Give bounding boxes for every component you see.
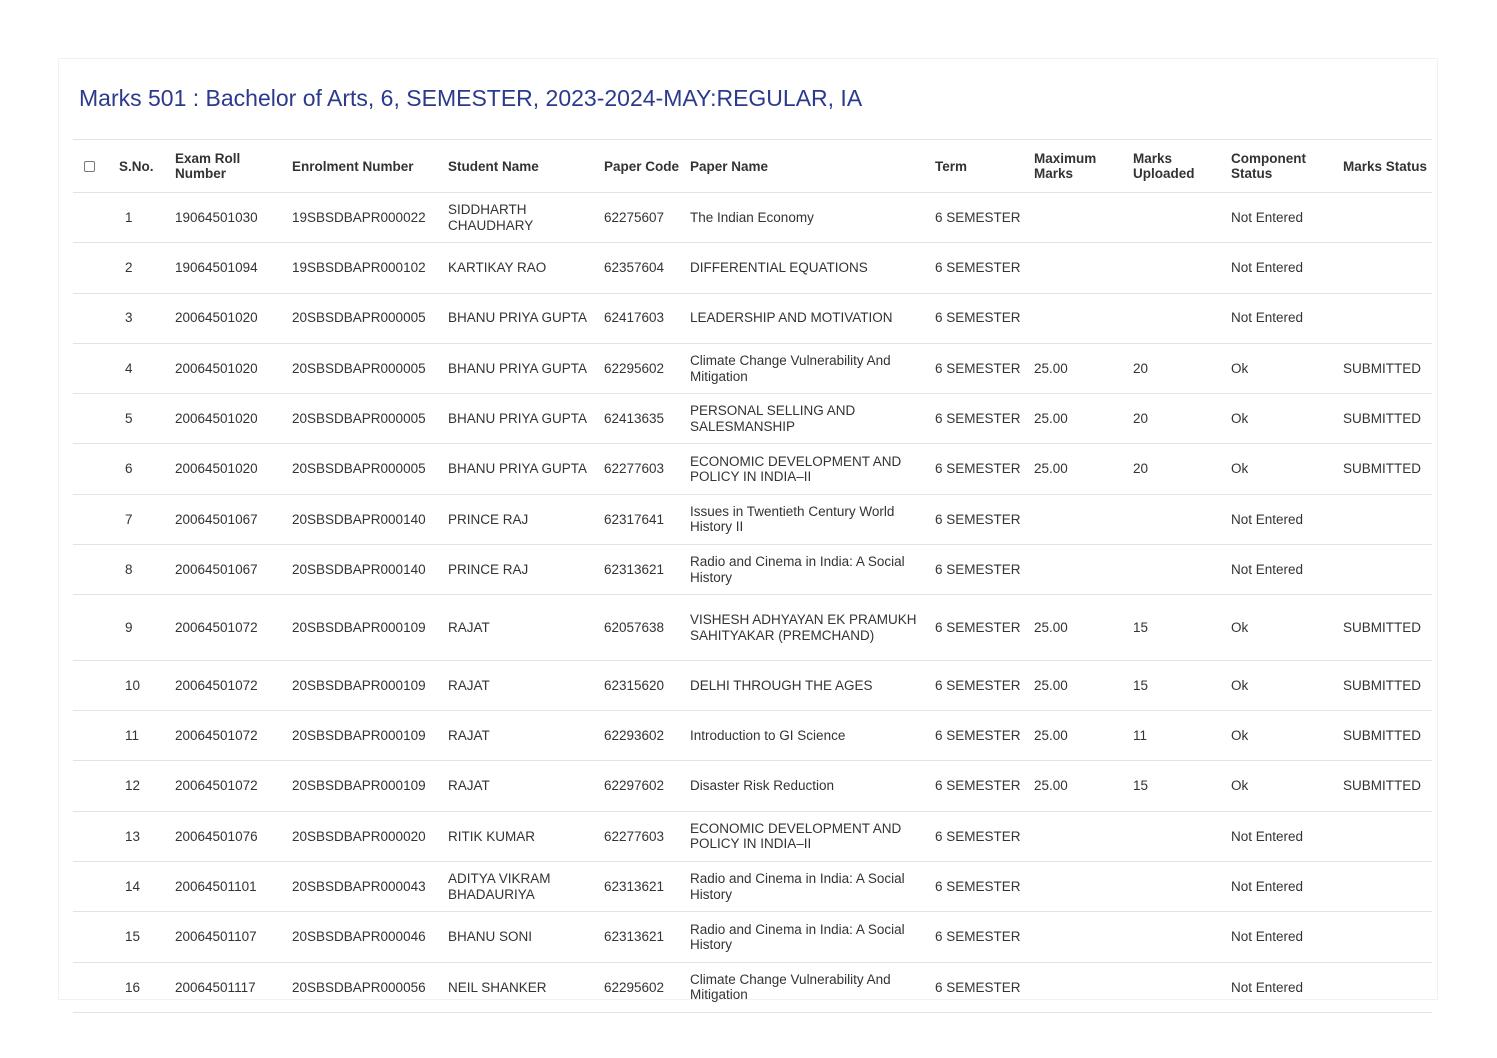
- row-marks-uploaded: [1129, 193, 1227, 243]
- row-select-cell: [73, 862, 115, 912]
- row-marks-uploaded: 15: [1129, 660, 1227, 710]
- row-student-name: NEIL SHANKER: [444, 962, 600, 1012]
- row-exam-roll: 20064501067: [171, 545, 288, 595]
- row-paper-name: VISHESH ADHYAYAN EK PRAMUKH SAHITYAKAR (PREMCHAND): [686, 595, 931, 661]
- row-paper-code: 62277603: [600, 811, 686, 861]
- row-component-status: Not Entered: [1227, 494, 1339, 544]
- row-marks-status: SUBMITTED: [1339, 761, 1432, 811]
- row-enrolment: 20SBSDBAPR000109: [288, 595, 444, 661]
- row-student-name: ADITYA VIKRAM BHADAURIYA: [444, 862, 600, 912]
- table-row[interactable]: [73, 761, 1432, 811]
- row-sno: 8: [115, 545, 171, 595]
- row-marks-uploaded: 20: [1129, 444, 1227, 494]
- row-term: 6 SEMESTER: [931, 243, 1030, 293]
- row-marks-uploaded: 15: [1129, 761, 1227, 811]
- row-enrolment: 20SBSDBAPR000020: [288, 811, 444, 861]
- row-paper-name: DIFFERENTIAL EQUATIONS: [686, 243, 931, 293]
- header-component-status: Component Status: [1227, 140, 1339, 193]
- row-marks-status: [1339, 243, 1432, 293]
- row-component-status: Ok: [1227, 444, 1339, 494]
- row-select-cell: [73, 494, 115, 544]
- row-marks-uploaded: [1129, 912, 1227, 962]
- row-max-marks: 25.00: [1030, 343, 1129, 393]
- row-paper-code: 62357604: [600, 243, 686, 293]
- table-row[interactable]: [73, 595, 1432, 661]
- header-paper-code: Paper Code: [600, 140, 686, 193]
- row-sno: 4: [115, 343, 171, 393]
- row-paper-code: 62275607: [600, 193, 686, 243]
- table-row[interactable]: [73, 912, 1432, 962]
- row-paper-code: 62313621: [600, 862, 686, 912]
- row-marks-uploaded: 15: [1129, 595, 1227, 661]
- header-term: Term: [931, 140, 1030, 193]
- row-max-marks: 25.00: [1030, 761, 1129, 811]
- row-enrolment: 20SBSDBAPR000005: [288, 444, 444, 494]
- row-paper-name: Introduction to GI Science: [686, 711, 931, 761]
- row-paper-code: 62313621: [600, 912, 686, 962]
- row-select-cell: [73, 293, 115, 343]
- table-row[interactable]: [73, 811, 1432, 861]
- row-paper-name: Radio and Cinema in India: A Social History: [686, 862, 931, 912]
- row-student-name: PRINCE RAJ: [444, 545, 600, 595]
- row-marks-uploaded: 20: [1129, 394, 1227, 444]
- row-term: 6 SEMESTER: [931, 862, 1030, 912]
- row-select-cell: [73, 243, 115, 293]
- row-sno: 9: [115, 595, 171, 661]
- row-select-cell: [73, 711, 115, 761]
- row-term: 6 SEMESTER: [931, 343, 1030, 393]
- row-student-name: RAJAT: [444, 595, 600, 661]
- row-student-name: KARTIKAY RAO: [444, 243, 600, 293]
- row-exam-roll: 20064501117: [171, 962, 288, 1012]
- row-paper-code: 62295602: [600, 343, 686, 393]
- row-sno: 3: [115, 293, 171, 343]
- row-student-name: BHANU PRIYA GUPTA: [444, 343, 600, 393]
- row-max-marks: 25.00: [1030, 444, 1129, 494]
- row-paper-name: ECONOMIC DEVELOPMENT AND POLICY IN INDIA–II: [686, 811, 931, 861]
- row-component-status: Ok: [1227, 660, 1339, 710]
- row-enrolment: 20SBSDBAPR000109: [288, 711, 444, 761]
- row-max-marks: 25.00: [1030, 711, 1129, 761]
- row-select-cell: [73, 912, 115, 962]
- row-term: 6 SEMESTER: [931, 494, 1030, 544]
- row-exam-roll: 20064501076: [171, 811, 288, 861]
- row-marks-status: [1339, 293, 1432, 343]
- row-marks-status: SUBMITTED: [1339, 595, 1432, 661]
- row-student-name: RITIK KUMAR: [444, 811, 600, 861]
- row-term: 6 SEMESTER: [931, 912, 1030, 962]
- row-enrolment: 20SBSDBAPR000046: [288, 912, 444, 962]
- row-component-status: Ok: [1227, 711, 1339, 761]
- row-term: 6 SEMESTER: [931, 962, 1030, 1012]
- row-component-status: Ok: [1227, 394, 1339, 444]
- table-row[interactable]: [73, 193, 1432, 243]
- row-marks-status: [1339, 962, 1432, 1012]
- row-select-cell: [73, 343, 115, 393]
- row-exam-roll: 20064501107: [171, 912, 288, 962]
- row-term: 6 SEMESTER: [931, 761, 1030, 811]
- row-component-status: Not Entered: [1227, 293, 1339, 343]
- select-all-cell[interactable]: [73, 140, 115, 193]
- table-header-row: [73, 140, 1432, 193]
- row-component-status: Ok: [1227, 595, 1339, 661]
- row-student-name: BHANU PRIYA GUPTA: [444, 444, 600, 494]
- row-paper-code: 62277603: [600, 444, 686, 494]
- row-exam-roll: 20064501072: [171, 660, 288, 710]
- row-paper-code: 62315620: [600, 660, 686, 710]
- row-paper-name: DELHI THROUGH THE AGES: [686, 660, 931, 710]
- row-paper-code: 62293602: [600, 711, 686, 761]
- row-enrolment: 20SBSDBAPR000056: [288, 962, 444, 1012]
- row-enrolment: 20SBSDBAPR000109: [288, 660, 444, 710]
- header-max-marks: Maximum Marks: [1030, 140, 1129, 193]
- row-marks-status: SUBMITTED: [1339, 660, 1432, 710]
- row-exam-roll: 20064501072: [171, 761, 288, 811]
- table-row[interactable]: [73, 862, 1432, 912]
- row-sno: 11: [115, 711, 171, 761]
- row-marks-status: [1339, 545, 1432, 595]
- row-max-marks: [1030, 962, 1129, 1012]
- row-select-cell: [73, 394, 115, 444]
- row-paper-name: LEADERSHIP AND MOTIVATION: [686, 293, 931, 343]
- row-max-marks: [1030, 243, 1129, 293]
- row-term: 6 SEMESTER: [931, 660, 1030, 710]
- row-max-marks: [1030, 912, 1129, 962]
- row-max-marks: [1030, 545, 1129, 595]
- row-paper-code: 62313621: [600, 545, 686, 595]
- table-row[interactable]: [73, 293, 1432, 343]
- row-sno: 12: [115, 761, 171, 811]
- row-sno: 16: [115, 962, 171, 1012]
- marks-table-container[interactable]: [73, 139, 1432, 1003]
- row-select-cell: [73, 811, 115, 861]
- row-enrolment: 20SBSDBAPR000140: [288, 545, 444, 595]
- row-student-name: BHANU PRIYA GUPTA: [444, 394, 600, 444]
- row-component-status: Not Entered: [1227, 862, 1339, 912]
- row-select-cell: [73, 193, 115, 243]
- row-sno: 15: [115, 912, 171, 962]
- row-student-name: RAJAT: [444, 761, 600, 811]
- table-row[interactable]: [73, 494, 1432, 544]
- row-paper-code: 62057638: [600, 595, 686, 661]
- row-sno: 13: [115, 811, 171, 861]
- row-paper-name: Climate Change Vulnerability And Mitigation: [686, 343, 931, 393]
- row-term: 6 SEMESTER: [931, 711, 1030, 761]
- row-student-name: BHANU SONI: [444, 912, 600, 962]
- row-marks-uploaded: [1129, 293, 1227, 343]
- table-row[interactable]: [73, 343, 1432, 393]
- row-paper-name: Climate Change Vulnerability And Mitigation: [686, 962, 931, 1012]
- row-sno: 10: [115, 660, 171, 710]
- row-marks-status: [1339, 811, 1432, 861]
- row-max-marks: 25.00: [1030, 394, 1129, 444]
- row-sno: 14: [115, 862, 171, 912]
- row-marks-uploaded: [1129, 811, 1227, 861]
- row-enrolment: 20SBSDBAPR000140: [288, 494, 444, 544]
- header-student-name: Student Name: [444, 140, 600, 193]
- page-title: Marks 501 : Bachelor of Arts, 6, SEMESTER, 2023-2024-MAY:REGULAR, IA: [79, 85, 863, 111]
- header-enrolment: Enrolment Number: [288, 140, 444, 193]
- row-paper-name: ECONOMIC DEVELOPMENT AND POLICY IN INDIA–II: [686, 444, 931, 494]
- row-term: 6 SEMESTER: [931, 595, 1030, 661]
- row-exam-roll: 20064501020: [171, 293, 288, 343]
- row-max-marks: 25.00: [1030, 660, 1129, 710]
- row-enrolment: 20SBSDBAPR000005: [288, 343, 444, 393]
- row-marks-status: SUBMITTED: [1339, 444, 1432, 494]
- row-max-marks: [1030, 494, 1129, 544]
- row-marks-uploaded: [1129, 962, 1227, 1012]
- row-exam-roll: 20064501067: [171, 494, 288, 544]
- row-marks-uploaded: [1129, 494, 1227, 544]
- row-exam-roll: 19064501094: [171, 243, 288, 293]
- row-paper-code: 62295602: [600, 962, 686, 1012]
- row-select-cell: [73, 761, 115, 811]
- row-select-cell: [73, 444, 115, 494]
- row-exam-roll: 19064501030: [171, 193, 288, 243]
- row-component-status: Ok: [1227, 343, 1339, 393]
- row-paper-name: Radio and Cinema in India: A Social History: [686, 545, 931, 595]
- row-select-cell: [73, 545, 115, 595]
- row-max-marks: [1030, 293, 1129, 343]
- row-term: 6 SEMESTER: [931, 193, 1030, 243]
- row-paper-name: The Indian Economy: [686, 193, 931, 243]
- row-component-status: Not Entered: [1227, 545, 1339, 595]
- row-max-marks: [1030, 862, 1129, 912]
- row-marks-uploaded: 11: [1129, 711, 1227, 761]
- row-enrolment: 20SBSDBAPR000005: [288, 394, 444, 444]
- select-all-checkbox[interactable]: [84, 161, 95, 172]
- row-sno: 5: [115, 394, 171, 444]
- row-marks-status: [1339, 862, 1432, 912]
- row-marks-status: SUBMITTED: [1339, 711, 1432, 761]
- row-exam-roll: 20064501020: [171, 444, 288, 494]
- table-row[interactable]: [73, 243, 1432, 293]
- row-marks-uploaded: [1129, 862, 1227, 912]
- row-exam-roll: 20064501101: [171, 862, 288, 912]
- row-component-status: Not Entered: [1227, 912, 1339, 962]
- table-row[interactable]: [73, 711, 1432, 761]
- row-paper-code: 62413635: [600, 394, 686, 444]
- row-marks-status: [1339, 912, 1432, 962]
- row-paper-name: Issues in Twentieth Century World History II: [686, 494, 931, 544]
- row-paper-code: 62297602: [600, 761, 686, 811]
- row-marks-status: SUBMITTED: [1339, 394, 1432, 444]
- row-sno: 7: [115, 494, 171, 544]
- table-row[interactable]: [73, 660, 1432, 710]
- header-paper-name: Paper Name: [686, 140, 931, 193]
- row-enrolment: 20SBSDBAPR000043: [288, 862, 444, 912]
- row-student-name: RAJAT: [444, 711, 600, 761]
- table-row[interactable]: [73, 444, 1432, 494]
- row-paper-name: PERSONAL SELLING AND SALESMANSHIP: [686, 394, 931, 444]
- row-student-name: BHANU PRIYA GUPTA: [444, 293, 600, 343]
- row-paper-name: Disaster Risk Reduction: [686, 761, 931, 811]
- row-term: 6 SEMESTER: [931, 811, 1030, 861]
- row-component-status: Ok: [1227, 761, 1339, 811]
- row-enrolment: 20SBSDBAPR000005: [288, 293, 444, 343]
- row-component-status: Not Entered: [1227, 962, 1339, 1012]
- row-component-status: Not Entered: [1227, 811, 1339, 861]
- header-sno: S.No.: [115, 140, 171, 193]
- row-exam-roll: 20064501020: [171, 394, 288, 444]
- row-select-cell: [73, 962, 115, 1012]
- row-component-status: Not Entered: [1227, 193, 1339, 243]
- row-component-status: Not Entered: [1227, 243, 1339, 293]
- row-max-marks: [1030, 811, 1129, 861]
- row-student-name: SIDDHARTH CHAUDHARY: [444, 193, 600, 243]
- row-marks-uploaded: [1129, 545, 1227, 595]
- marks-table: [73, 139, 1432, 1013]
- row-exam-roll: 20064501072: [171, 711, 288, 761]
- row-term: 6 SEMESTER: [931, 293, 1030, 343]
- row-exam-roll: 20064501020: [171, 343, 288, 393]
- row-paper-name: Radio and Cinema in India: A Social History: [686, 912, 931, 962]
- marks-card: [58, 58, 1438, 1003]
- row-marks-uploaded: 20: [1129, 343, 1227, 393]
- row-max-marks: [1030, 193, 1129, 243]
- table-row[interactable]: [73, 545, 1432, 595]
- row-exam-roll: 20064501072: [171, 595, 288, 661]
- row-marks-uploaded: [1129, 243, 1227, 293]
- row-marks-status: [1339, 193, 1432, 243]
- row-max-marks: 25.00: [1030, 595, 1129, 661]
- table-row[interactable]: [73, 962, 1432, 1012]
- row-term: 6 SEMESTER: [931, 444, 1030, 494]
- row-student-name: RAJAT: [444, 660, 600, 710]
- row-sno: 1: [115, 193, 171, 243]
- row-enrolment: 19SBSDBAPR000022: [288, 193, 444, 243]
- row-term: 6 SEMESTER: [931, 545, 1030, 595]
- table-body: [73, 193, 1432, 1013]
- row-sno: 6: [115, 444, 171, 494]
- row-student-name: PRINCE RAJ: [444, 494, 600, 544]
- row-enrolment: 19SBSDBAPR000102: [288, 243, 444, 293]
- row-select-cell: [73, 660, 115, 710]
- row-paper-code: 62417603: [600, 293, 686, 343]
- row-sno: 2: [115, 243, 171, 293]
- header-marks-uploaded: Marks Uploaded: [1129, 140, 1227, 193]
- header-marks-status: Marks Status: [1339, 140, 1432, 193]
- table-row[interactable]: [73, 394, 1432, 444]
- row-marks-status: SUBMITTED: [1339, 343, 1432, 393]
- header-exam-roll: Exam Roll Number: [171, 140, 288, 193]
- row-marks-status: [1339, 494, 1432, 544]
- row-enrolment: 20SBSDBAPR000109: [288, 761, 444, 811]
- row-paper-code: 62317641: [600, 494, 686, 544]
- row-select-cell: [73, 595, 115, 661]
- row-term: 6 SEMESTER: [931, 394, 1030, 444]
